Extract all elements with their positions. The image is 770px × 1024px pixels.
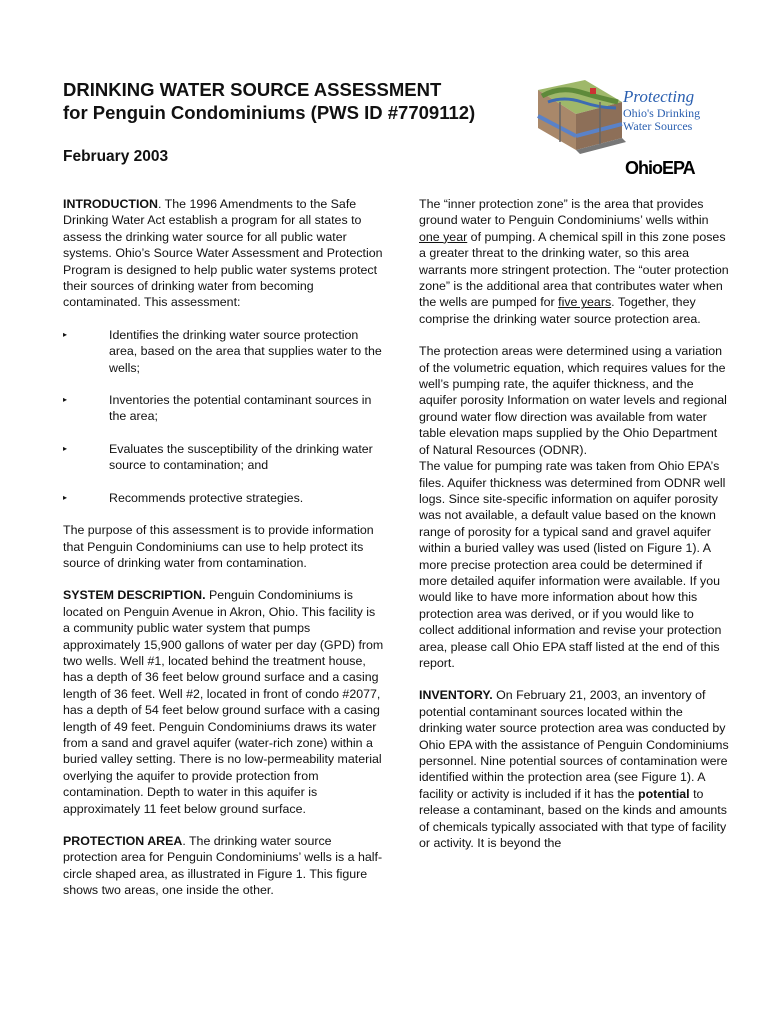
inventory-text-2: to release a contaminant, based on the kinds and amounts of chemicals typically associated with that type of facility or activity. It is beyond the bbox=[419, 786, 727, 851]
inventory-paragraph bbox=[419, 687, 729, 851]
method-text-2: The value for pumping rate was taken from Ohio EPA’s files. Aquifer thickness was determined from ODNR well logs. Since site-specific information on aquifer porosity was not available, a default value based on the known range of porosity for a typical sand and gravel aquifer within a buried valley was used (listed on Figure 1). A more precise protection area could be determined if more detailed aquifer information were available. If you would like to have more information about how this protection area was derived, or if you would like to collect additional information and revise your protection area, please call Ohio EPA staff listed at the end of this report. bbox=[419, 459, 726, 670]
intro-paragraph bbox=[63, 196, 385, 311]
protection-area-paragraph bbox=[63, 833, 385, 899]
title-line-2: for Penguin Condominiums (PWS ID #7709112) bbox=[63, 102, 476, 123]
logo-line-3: Water Sources bbox=[623, 119, 693, 133]
list-item bbox=[63, 441, 385, 474]
zones-text-3: . Together, they comprise the drinking water source protection area. bbox=[419, 295, 701, 326]
method-text-1: The protection areas were determined using a variation of the volumetric equation, which requires values for the well’s pumping rate, the aquifer thickness, and the aquifer porosity Information on water levels and regional ground water flow direction was available from water table elevation maps supplied by the Ohio Department of Natural Resources (ODNR). bbox=[419, 344, 727, 457]
bullet-text: Identifies the drinking water source protection area, based on the area that supplies water to the wells; bbox=[109, 327, 382, 375]
document-title bbox=[63, 78, 533, 124]
potential-emphasis: potential bbox=[638, 786, 690, 801]
inventory-heading: INVENTORY. bbox=[419, 688, 493, 703]
protection-zones-paragraph bbox=[419, 196, 729, 327]
title-line-1: DRINKING WATER SOURCE ASSESSMENT bbox=[63, 79, 442, 100]
zones-text-2: of pumping. A chemical spill in this zone poses a greater threat to the drinking water, so this area warrants more stringent protection. The “outer protection zone” is the additional area that contributes water when the wells are pumped for bbox=[419, 229, 729, 310]
intro-text: . The 1996 Amendments to the Safe Drinking Water Act establish a program for all states to assess the drinking water source for all public water systems. Ohio’s Source Water Assessment and Protection Program is designed to help public water systems protect their sources of drinking water from becoming contaminated. This assessment: bbox=[63, 197, 383, 310]
intro-heading: INTRODUCTION bbox=[63, 197, 158, 211]
protection-text: . The drinking water source protection area for Penguin Condominiums’ wells is a half-circle shaped area, as illustrated in Figure 1. This figure shows two areas, one inside the other. bbox=[63, 834, 383, 898]
bullet-arrow-icon: ▸ bbox=[63, 329, 68, 339]
landscape-illustration-icon bbox=[530, 72, 720, 180]
left-column bbox=[63, 196, 385, 915]
bullet-text: Evaluates the susceptibility of the drinking water source to contamination; and bbox=[109, 441, 373, 473]
logo-line-1: Protecting bbox=[623, 87, 695, 106]
protection-heading: PROTECTION AREA bbox=[63, 834, 183, 848]
document-date: February 2003 bbox=[63, 148, 169, 165]
bullet-text: Inventories the potential contaminant sources in the area; bbox=[109, 393, 372, 424]
zones-text-1: The “inner protection zone” is the area that provides ground water to Penguin Condominiums’ wells within bbox=[419, 197, 709, 228]
five-years-emphasis: five years bbox=[558, 295, 612, 310]
right-column bbox=[419, 196, 729, 867]
purpose-paragraph: The purpose of this assessment is to provide information that Penguin Condominiums can use to help protect its source of drinking water from contamination. bbox=[63, 523, 374, 570]
list-item bbox=[63, 490, 385, 506]
bullet-text: Recommends protective strategies. bbox=[109, 490, 304, 505]
logo-agency: OhioEPA bbox=[625, 158, 695, 178]
system-description-paragraph bbox=[63, 587, 385, 817]
method-paragraph bbox=[419, 343, 729, 671]
bullet-arrow-icon: ▸ bbox=[63, 395, 68, 405]
logo-line-2: Ohio's Drinking bbox=[623, 106, 701, 120]
system-heading: SYSTEM DESCRIPTION. bbox=[63, 588, 206, 603]
bullet-arrow-icon: ▸ bbox=[63, 492, 68, 502]
ohio-epa-logo bbox=[530, 72, 720, 180]
list-item bbox=[63, 392, 385, 425]
list-item bbox=[63, 327, 385, 376]
inventory-text-1: On February 21, 2003, an inventory of potential contaminant sources located within the drinking water source protection area was conducted by Ohio EPA with the assistance of Penguin Condominiums personnel. Nine potential sources of contamination were identified within the protection area (see Figure 1). A facility or activity is included if it has the bbox=[419, 688, 729, 801]
system-text: Penguin Condominiums is located on Penguin Avenue in Akron, Ohio. This facility is a community public water system that pumps approximately 15,900 gallons of water per day (GPD) from two wells. Well #1, located behind the treatment house, has a depth of 36 feet below ground surface and a casing length of 36 feet. Well #2, located in front of condo #2077, has a depth of 54 feet below ground surface with a casing length of 49 feet. Penguin Condominiums draws its water from a sand and gravel aquifer (water-rich zone) within a buried valley setting. There is no low-permeability material overlying the aquifer to provide protection from contamination. Depth to water in this aquifer is approximately 11 feet below ground surface. bbox=[63, 588, 384, 816]
bullet-arrow-icon: ▸ bbox=[63, 443, 68, 453]
one-year-emphasis: one year bbox=[419, 229, 468, 244]
